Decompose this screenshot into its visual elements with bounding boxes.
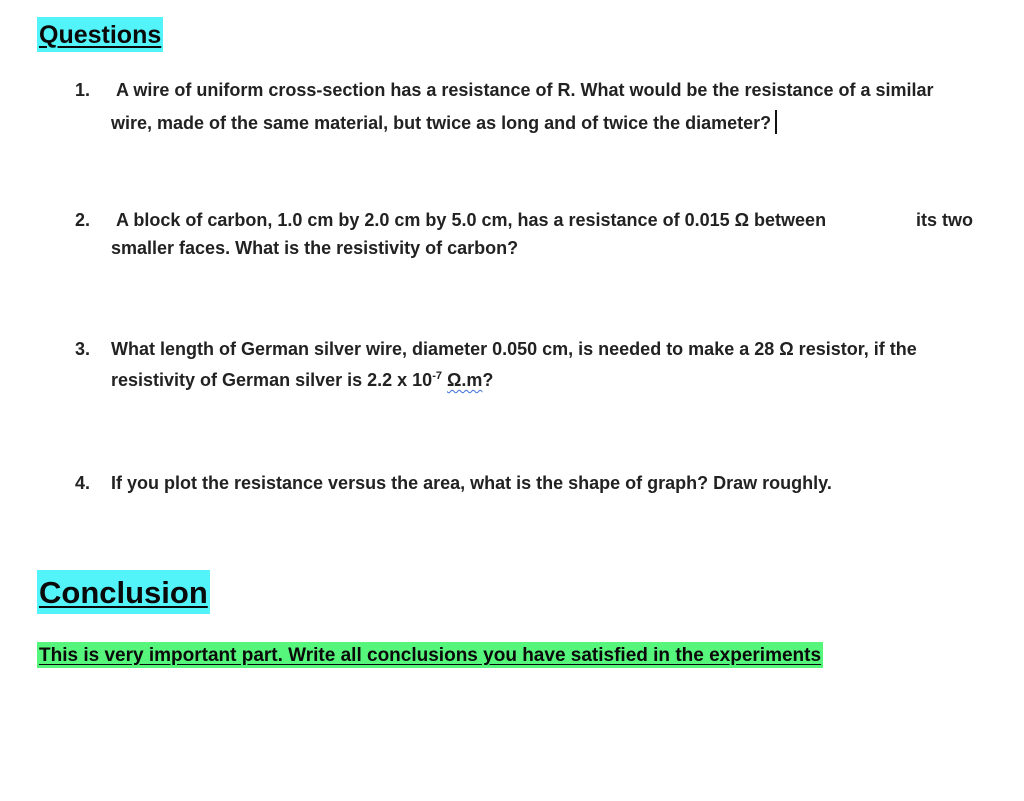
text-cursor [775, 110, 777, 134]
question-3-line-2 [111, 370, 973, 391]
questions-heading: Questions [37, 17, 163, 52]
question-3-number: 3. [75, 339, 91, 359]
question-1-text-cont: wire, made of the same material, but twice as long and of twice the diameter? [111, 113, 772, 133]
question-2-text-tail: its two [916, 210, 973, 230]
question-4-line-1 [111, 473, 973, 494]
question-1-line-1 [111, 80, 973, 101]
question-3-unit: Ω.m [446, 370, 483, 390]
question-1-text: A wire of uniform cross-section has a resistance of R. What would be the resistance of a similar [116, 80, 934, 100]
question-3-text-cont: resistivity of German silver is 2.2 x 10 [111, 370, 433, 390]
conclusion-heading: Conclusion [37, 570, 210, 614]
question-3-exponent: -7 [432, 370, 442, 382]
question-3-line-1 [111, 339, 973, 360]
question-1-line-2 [111, 110, 973, 134]
question-2-line-2 [111, 238, 973, 259]
question-3-text: What length of German silver wire, diameter 0.050 cm, is needed to make a 28 Ω resistor, if the [111, 339, 917, 359]
question-4-number: 4. [75, 473, 91, 493]
question-3-suffix: ? [482, 370, 494, 390]
question-2-line-1 [111, 210, 973, 231]
question-2-number: 2. [75, 210, 91, 230]
question-1-number: 1. [75, 80, 91, 100]
question-2-text-cont: smaller faces. What is the resistivity of carbon? [111, 238, 519, 258]
question-2-text: A block of carbon, 1.0 cm by 2.0 cm by 5.0 cm, has a resistance of 0.015 Ω between [116, 210, 827, 230]
question-4-text: If you plot the resistance versus the area, what is the shape of graph? Draw roughly. [111, 473, 832, 493]
conclusion-note: This is very important part. Write all conclusions you have satisfied in the experiments [37, 642, 823, 668]
